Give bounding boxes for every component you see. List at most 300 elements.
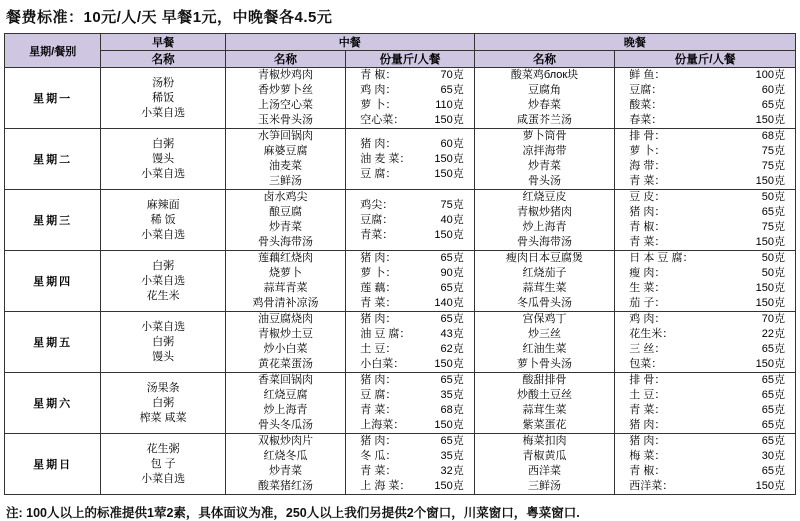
- dinner-portions-key: 排 骨：: [629, 374, 666, 386]
- dinner-portions-item: [615, 68, 795, 83]
- table-row: [5, 129, 796, 190]
- header-lunch-qty: 份量斤/人餐: [346, 51, 474, 68]
- lunch-dish-names-item: 酿豆腐: [269, 206, 303, 218]
- lunch-portions-value: 140克: [434, 297, 464, 309]
- lunch-portions-value: 150克: [434, 228, 464, 241]
- lunch-portions-item: [346, 403, 473, 418]
- lunch-portions-item: [346, 281, 473, 296]
- header-dinner-qty: 份量斤/人餐: [615, 51, 796, 68]
- lunch-dish-names-item: 三鲜汤: [269, 175, 303, 187]
- lunch-dish-names-item: 鸡骨清补凉汤: [252, 297, 319, 309]
- breakfast-items-item: 汤粉: [152, 76, 175, 89]
- breakfast-items: [101, 251, 225, 312]
- dinner-portions-value: 22克: [761, 328, 785, 340]
- dinner-portions-item: [615, 418, 795, 433]
- dinner-portions-value: 150克: [755, 358, 785, 370]
- dinner-dish-names-item: 骨头海带汤: [517, 236, 573, 248]
- lunch-portions-item: [346, 137, 473, 152]
- breakfast-items-item: 汤果条: [146, 381, 180, 394]
- lunch-portions-key: 上 海 菜：: [360, 480, 411, 492]
- dinner-portions-value: 30克: [761, 450, 785, 462]
- lunch-portions-value: 65克: [440, 374, 464, 386]
- dinner-portions: [615, 251, 796, 312]
- lunch-dish-names-item: 炒小白菜: [263, 343, 308, 355]
- lunch-portions-item: [346, 464, 473, 479]
- dinner-portions-item: [615, 205, 795, 220]
- dinner-dish-names: [474, 68, 615, 129]
- dinner-portions: [615, 434, 796, 495]
- dinner-portions-key: 鸡 肉：: [629, 313, 666, 325]
- dinner-dish-names-item: 红烧茄子: [522, 267, 567, 279]
- lunch-portions: [346, 251, 474, 312]
- dinner-portions-key: 花生米：: [629, 328, 674, 340]
- lunch-portions-value: 150克: [434, 480, 464, 492]
- lunch-portions-key: 猪 肉：: [360, 435, 397, 447]
- lunch-dish-names: [225, 373, 345, 434]
- dinner-portions-value: 70克: [761, 313, 785, 325]
- dinner-portions-item: [615, 388, 795, 403]
- day-label: 星期四: [5, 251, 101, 312]
- dinner-portions-item: [615, 251, 795, 266]
- header-lunch: 中餐: [225, 34, 474, 51]
- lunch-dish-names-item: 蒜茸青菜: [263, 282, 308, 294]
- lunch-portions-item: [346, 68, 473, 83]
- dinner-dish-names-item: 萝卜骨头汤: [517, 358, 573, 370]
- lunch-dish-names: [225, 251, 345, 312]
- breakfast-items-item: 白粥: [152, 396, 175, 409]
- lunch-portions-item: [346, 266, 473, 281]
- day-label: 星期日: [5, 434, 101, 495]
- dinner-portions-value: 65克: [761, 465, 785, 477]
- lunch-dish-names-item: 骨头冬瓜汤: [258, 419, 314, 431]
- dinner-portions: [615, 312, 796, 373]
- table-row: [5, 312, 796, 373]
- breakfast-items: [101, 68, 225, 129]
- dinner-portions-key: 西洋菜：: [629, 480, 674, 492]
- dinner-portions-key: 青 菜：: [629, 236, 666, 248]
- dinner-portions-value: 150克: [755, 297, 785, 309]
- dinner-portions-key: 排 骨：: [629, 130, 666, 142]
- table-row: [5, 434, 796, 495]
- lunch-portions-item: [346, 388, 473, 403]
- breakfast-items: [101, 190, 225, 251]
- dinner-dish-names-item: 宫保鸡丁: [522, 313, 567, 325]
- dinner-dish-names: [474, 129, 615, 190]
- lunch-dish-names-item: 烧萝卜: [269, 267, 303, 279]
- lunch-dish-names-item: 青椒炒鸡肉: [258, 69, 314, 81]
- dinner-portions-key: 青 椒：: [629, 221, 666, 233]
- dinner-portions: [615, 129, 796, 190]
- header-breakfast: 早餐: [101, 34, 225, 51]
- lunch-portions-item: [346, 251, 473, 266]
- lunch-dish-names-item: 玉米骨头汤: [258, 114, 314, 126]
- breakfast-items-item: 稀 饭: [150, 213, 176, 226]
- dinner-dish-names-item: 咸蛋芥兰汤: [517, 114, 573, 126]
- lunch-portions-value: 68克: [440, 404, 464, 416]
- lunch-portions-key: 鸡尖：: [360, 198, 394, 211]
- lunch-dish-names-item: 黄花菜蛋汤: [258, 358, 314, 370]
- dinner-dish-names: [474, 312, 615, 373]
- lunch-portions-item: [346, 449, 473, 464]
- lunch-portions-item: [346, 98, 473, 113]
- dinner-portions-item: [615, 98, 795, 113]
- lunch-portions-key: 鸡 肉：: [360, 84, 397, 96]
- breakfast-items-item: 白粥: [152, 335, 175, 348]
- dinner-portions-item: [615, 373, 795, 388]
- dinner-dish-names-item: 红油生菜: [522, 343, 567, 355]
- lunch-dish-names-item: 上汤空心菜: [258, 99, 314, 111]
- lunch-portions-value: 35克: [440, 389, 464, 401]
- dinner-portions-value: 65克: [761, 404, 785, 416]
- lunch-portions-value: 150克: [434, 167, 464, 180]
- breakfast-items-item: 小菜自选: [141, 320, 186, 333]
- dinner-portions-item: [615, 220, 795, 235]
- dinner-portions-item: [615, 342, 795, 357]
- lunch-dish-names: [225, 190, 345, 251]
- lunch-dish-names-item: 青椒炒土豆: [258, 328, 314, 340]
- dinner-portions-key: 鲜 鱼：: [629, 69, 666, 81]
- lunch-portions-key: 豆 腐：: [360, 389, 397, 401]
- dinner-dish-names-item: 炒青菜: [528, 160, 562, 172]
- dinner-portions-item: [615, 449, 795, 464]
- breakfast-items-item: 小菜自选: [141, 228, 186, 241]
- dinner-portions-key: 瘦 肉：: [629, 267, 666, 279]
- lunch-portions-key: 青 椒：: [360, 69, 397, 81]
- dinner-portions-key: 青 椒：: [629, 465, 666, 477]
- dinner-portions-key: 猪 肉：: [629, 435, 666, 447]
- dinner-portions-value: 65克: [761, 206, 785, 218]
- lunch-dish-names-item: 水笋回锅肉: [258, 130, 314, 142]
- dinner-portions-key: 茄 子：: [629, 297, 666, 309]
- lunch-portions-item: [346, 342, 473, 357]
- table-row: [5, 190, 796, 251]
- dinner-portions: [615, 68, 796, 129]
- dinner-portions-item: [615, 129, 795, 144]
- dinner-portions-key: 猪 肉：: [629, 206, 666, 218]
- dinner-dish-names-item: 青椒黄瓜: [522, 450, 567, 462]
- lunch-portions-item: [346, 167, 473, 182]
- dinner-dish-names: [474, 373, 615, 434]
- lunch-portions-key: 油 豆 腐：: [360, 328, 411, 340]
- lunch-portions-key: 莲 藕：: [360, 282, 397, 294]
- lunch-portions-key: 萝 卜：: [360, 267, 397, 279]
- lunch-portions-value: 150克: [434, 419, 464, 431]
- day-label: 星期一: [5, 68, 101, 129]
- dinner-portions-key: 三 丝：: [629, 343, 666, 355]
- dinner-dish-names-item: 西洋菜: [528, 465, 562, 477]
- dinner-portions-value: 75克: [761, 221, 785, 233]
- lunch-dish-names-item: 酸菜猪红汤: [258, 480, 314, 492]
- header-dinner-name: 名称: [474, 51, 615, 68]
- dinner-portions-value: 65克: [761, 374, 785, 386]
- dinner-portions-value: 75克: [761, 160, 785, 172]
- lunch-portions-value: 150克: [434, 358, 464, 370]
- lunch-portions-key: 青 菜：: [360, 404, 397, 416]
- lunch-portions-value: 90克: [440, 267, 464, 279]
- lunch-portions-item: [346, 83, 473, 98]
- lunch-portions-key: 冬 瓜：: [360, 450, 397, 462]
- lunch-dish-names-item: 炒青菜: [269, 221, 303, 233]
- dinner-portions-value: 65克: [761, 99, 785, 111]
- table-body: [5, 68, 796, 495]
- lunch-portions-item: [346, 434, 473, 449]
- dinner-portions-value: 100克: [755, 69, 785, 81]
- dinner-dish-names-item: 炒上海青: [522, 221, 567, 233]
- breakfast-items: [101, 129, 225, 190]
- dinner-portions-value: 150克: [755, 236, 785, 248]
- lunch-portions: [346, 129, 474, 190]
- breakfast-items-item: 白粥: [152, 137, 175, 150]
- lunch-portions-item: [346, 327, 473, 342]
- lunch-portions-item: [346, 418, 473, 433]
- dinner-portions-key: 酸菜：: [629, 99, 663, 111]
- lunch-portions-value: 40克: [440, 213, 464, 226]
- lunch-dish-names: [225, 312, 345, 373]
- lunch-portions-value: 32克: [440, 465, 464, 477]
- breakfast-items-item: 白粥: [152, 259, 175, 272]
- dinner-dish-names: [474, 434, 615, 495]
- dinner-portions-key: 青 菜：: [629, 404, 666, 416]
- dinner-dish-names-item: 紫菜蛋花: [522, 419, 567, 431]
- dinner-portions-item: [615, 312, 795, 327]
- dinner-portions-value: 150克: [755, 282, 785, 294]
- lunch-portions: [346, 190, 474, 251]
- dinner-portions-key: 春菜：: [629, 114, 663, 126]
- dinner-portions-item: [615, 266, 795, 281]
- dinner-dish-names-item: 凉拌海带: [522, 145, 567, 157]
- table-head: [5, 34, 796, 68]
- dinner-portions-item: [615, 159, 795, 174]
- dinner-portions-item: [615, 83, 795, 98]
- lunch-portions-key: 空心菜：: [360, 114, 405, 126]
- dinner-portions-key: 包菜：: [629, 358, 663, 370]
- lunch-dish-names-item: 油豆腐烧肉: [258, 313, 314, 325]
- lunch-portions-key: 豆 腐：: [360, 167, 397, 180]
- dinner-portions-value: 68克: [761, 130, 785, 142]
- dinner-dish-names-item: 红烧豆皮: [522, 191, 567, 203]
- dinner-dish-names-item: 骨头汤: [528, 175, 562, 187]
- dinner-dish-names-item: 炒三丝: [528, 328, 562, 340]
- lunch-portions-item: [346, 312, 473, 327]
- dinner-dish-names-item: 蒜茸生菜: [522, 282, 567, 294]
- lunch-dish-names-item: 红烧豆腐: [263, 389, 308, 401]
- breakfast-items-item: 馒头: [152, 152, 175, 165]
- dinner-portions-value: 150克: [755, 480, 785, 492]
- lunch-dish-names: [225, 68, 345, 129]
- lunch-portions-value: 65克: [440, 252, 464, 264]
- dinner-portions-key: 豆 皮：: [629, 191, 666, 203]
- dinner-portions-value: 50克: [761, 191, 785, 203]
- lunch-dish-names-item: 红烧冬瓜: [263, 450, 308, 462]
- lunch-portions-value: 70克: [440, 69, 464, 81]
- lunch-portions-value: 60克: [440, 137, 464, 150]
- lunch-portions-item: [346, 479, 473, 494]
- dinner-portions-item: [615, 296, 795, 311]
- lunch-dish-names-item: 双椒炒肉片: [258, 435, 314, 447]
- breakfast-items-item: 小菜自选: [141, 274, 186, 287]
- lunch-portions-value: 65克: [440, 313, 464, 325]
- lunch-portions: [346, 312, 474, 373]
- lunch-dish-names-item: 香菜回锅肉: [258, 374, 314, 386]
- lunch-portions: [346, 68, 474, 129]
- lunch-portions-key: 青 菜：: [360, 297, 397, 309]
- dinner-portions-item: [615, 327, 795, 342]
- footer-note: 注: 100人以上的标准提供1荤2素，具体面议为准，250人以上我们另提供2个窗口，川菜窗口，粤菜窗口.: [6, 506, 580, 520]
- dinner-portions-item: [615, 281, 795, 296]
- header-lunch-name: 名称: [225, 51, 345, 68]
- lunch-dish-names-item: 骨头海带汤: [258, 236, 314, 248]
- dinner-portions-value: 50克: [761, 267, 785, 279]
- dinner-dish-names-item: 炒春菜: [528, 99, 562, 111]
- lunch-portions-item: [346, 357, 473, 372]
- lunch-portions-key: 小白菜：: [360, 358, 405, 370]
- breakfast-items-item: 花生粥: [146, 442, 180, 455]
- lunch-dish-names-item: 炒上海青: [263, 404, 308, 416]
- lunch-portions-item: [346, 213, 473, 228]
- dinner-portions-key: 萝 卜：: [629, 145, 666, 157]
- dinner-portions-key: 生 菜：: [629, 282, 666, 294]
- dinner-dish-names-item: 瘦肉日本豆腐煲: [506, 252, 584, 264]
- dinner-portions: [615, 190, 796, 251]
- lunch-dish-names-item: 卤水鸡尖: [263, 191, 308, 203]
- dinner-portions-key: 日 本 豆 腐：: [629, 252, 694, 264]
- dinner-dish-names-item: 豆腐角: [528, 84, 562, 96]
- dinner-portions-item: [615, 403, 795, 418]
- breakfast-items: [101, 434, 225, 495]
- lunch-portions-key: 猪 肉：: [360, 137, 397, 150]
- lunch-portions-key: 青 菜：: [360, 465, 397, 477]
- breakfast-items-item: 小菜自选: [141, 106, 186, 119]
- dinner-portions-item: [615, 190, 795, 205]
- menu-table: [4, 33, 796, 495]
- dinner-portions-value: 75克: [761, 145, 785, 157]
- lunch-portions-value: 62克: [440, 343, 464, 355]
- lunch-portions-key: 土 豆：: [360, 343, 397, 355]
- dinner-portions-key: 梅 菜：: [629, 450, 666, 462]
- dinner-dish-names-item: 冬瓜骨头汤: [517, 297, 573, 309]
- dinner-portions-item: [615, 434, 795, 449]
- dinner-dish-names-item: 蒜茸生菜: [522, 404, 567, 416]
- breakfast-items-item: 花生米: [146, 289, 180, 302]
- breakfast-items-item: 小菜自选: [141, 167, 186, 180]
- dinner-portions-item: [615, 144, 795, 159]
- lunch-dish-names-item: 麻婆豆腐: [263, 145, 308, 157]
- dinner-portions-item: [615, 235, 795, 250]
- dinner-dish-names: [474, 190, 615, 251]
- header-day: 星期/餐别: [5, 34, 101, 68]
- lunch-portions-item: [346, 198, 473, 213]
- lunch-portions-key: 猪 肉：: [360, 313, 397, 325]
- lunch-portions-value: 65克: [440, 282, 464, 294]
- lunch-portions-item: [346, 373, 473, 388]
- lunch-portions-key: 萝 卜：: [360, 99, 397, 111]
- day-label: 星期三: [5, 190, 101, 251]
- lunch-dish-names-item: 莲藕红烧肉: [258, 252, 314, 264]
- table-row: [5, 373, 796, 434]
- lunch-dish-names: [225, 434, 345, 495]
- lunch-portions-item: [346, 296, 473, 311]
- breakfast-items-item: 麻辣面: [146, 198, 180, 211]
- dinner-dish-names-item: 炒酸土豆丝: [517, 389, 573, 401]
- dinner-dish-names-item: 青椒炒猪肉: [517, 206, 573, 218]
- dinner-dish-names-item: 萝卜筒骨: [522, 130, 567, 142]
- lunch-portions-value: 35克: [440, 450, 464, 462]
- table-row: [5, 68, 796, 129]
- lunch-portions-item: [346, 152, 473, 167]
- dinner-dish-names: [474, 251, 615, 312]
- dinner-portions-item: [615, 357, 795, 372]
- lunch-portions-key: 油 麦 菜：: [360, 152, 411, 165]
- dinner-portions-item: [615, 174, 795, 189]
- page-title: 餐费标准：10元/人/天 早餐1元，中晚餐各4.5元: [6, 9, 333, 26]
- dinner-dish-names-item: 三鲜汤: [528, 480, 562, 492]
- lunch-dish-names-item: 香炒萝卜丝: [258, 84, 314, 96]
- lunch-portions-value: 150克: [434, 152, 464, 165]
- dinner-portions-value: 65克: [761, 419, 785, 431]
- lunch-portions-key: 上海菜：: [360, 419, 405, 431]
- dinner-dish-names-item: 酸甜排骨: [522, 374, 567, 386]
- dinner-portions: [615, 373, 796, 434]
- dinner-portions-key: 猪 肉：: [629, 419, 666, 431]
- dinner-portions-key: 豆腐：: [629, 84, 663, 96]
- breakfast-items-item: 小菜自选: [141, 472, 186, 485]
- lunch-dish-names: [225, 129, 345, 190]
- breakfast-items-item: 包 子: [150, 457, 176, 470]
- lunch-portions-value: 75克: [440, 198, 464, 211]
- dinner-portions-item: [615, 464, 795, 479]
- lunch-dish-names-item: 油麦菜: [269, 160, 303, 172]
- lunch-portions-key: 青菜：: [360, 228, 394, 241]
- breakfast-items-item: 榨菜 咸菜: [139, 411, 187, 424]
- breakfast-items: [101, 312, 225, 373]
- dinner-portions-item: [615, 113, 795, 128]
- lunch-portions: [346, 434, 474, 495]
- dinner-portions-value: 65克: [761, 343, 785, 355]
- dinner-portions-key: 海 带：: [629, 160, 666, 172]
- lunch-portions-value: 65克: [440, 84, 464, 96]
- header-breakfast-name: 名称: [101, 51, 225, 68]
- breakfast-items: [101, 373, 225, 434]
- lunch-dish-names-item: 炒青菜: [269, 465, 303, 477]
- dinner-dish-names-item: 酸菜鸡блок块: [510, 69, 579, 81]
- dinner-portions-value: 150克: [755, 175, 785, 187]
- dinner-dish-names-item: 梅菜扣肉: [522, 435, 567, 447]
- lunch-portions-value: 65克: [440, 435, 464, 447]
- dinner-portions-key: 土 豆：: [629, 389, 666, 401]
- dinner-portions-item: [615, 479, 795, 494]
- dinner-portions-value: 65克: [761, 435, 785, 447]
- day-label: 星期六: [5, 373, 101, 434]
- day-label: 星期五: [5, 312, 101, 373]
- dinner-portions-value: 50克: [761, 252, 785, 264]
- lunch-portions: [346, 373, 474, 434]
- lunch-portions-item: [346, 113, 473, 128]
- table-row: [5, 251, 796, 312]
- lunch-portions-value: 110克: [435, 99, 464, 111]
- lunch-portions-key: 豆腐：: [360, 213, 394, 226]
- dinner-portions-value: 65克: [761, 389, 785, 401]
- lunch-portions-key: 猪 肉：: [360, 374, 397, 386]
- breakfast-items-item: 馒头: [152, 350, 175, 363]
- breakfast-items-item: 稀饭: [152, 91, 175, 104]
- lunch-portions-value: 150克: [434, 114, 464, 126]
- lunch-portions-item: [346, 228, 473, 243]
- dinner-portions-value: 60克: [761, 84, 785, 96]
- dinner-portions-key: 青 菜：: [629, 175, 666, 187]
- lunch-portions-value: 43克: [440, 328, 464, 340]
- header-dinner: 晚餐: [474, 34, 795, 51]
- day-label: 星期二: [5, 129, 101, 190]
